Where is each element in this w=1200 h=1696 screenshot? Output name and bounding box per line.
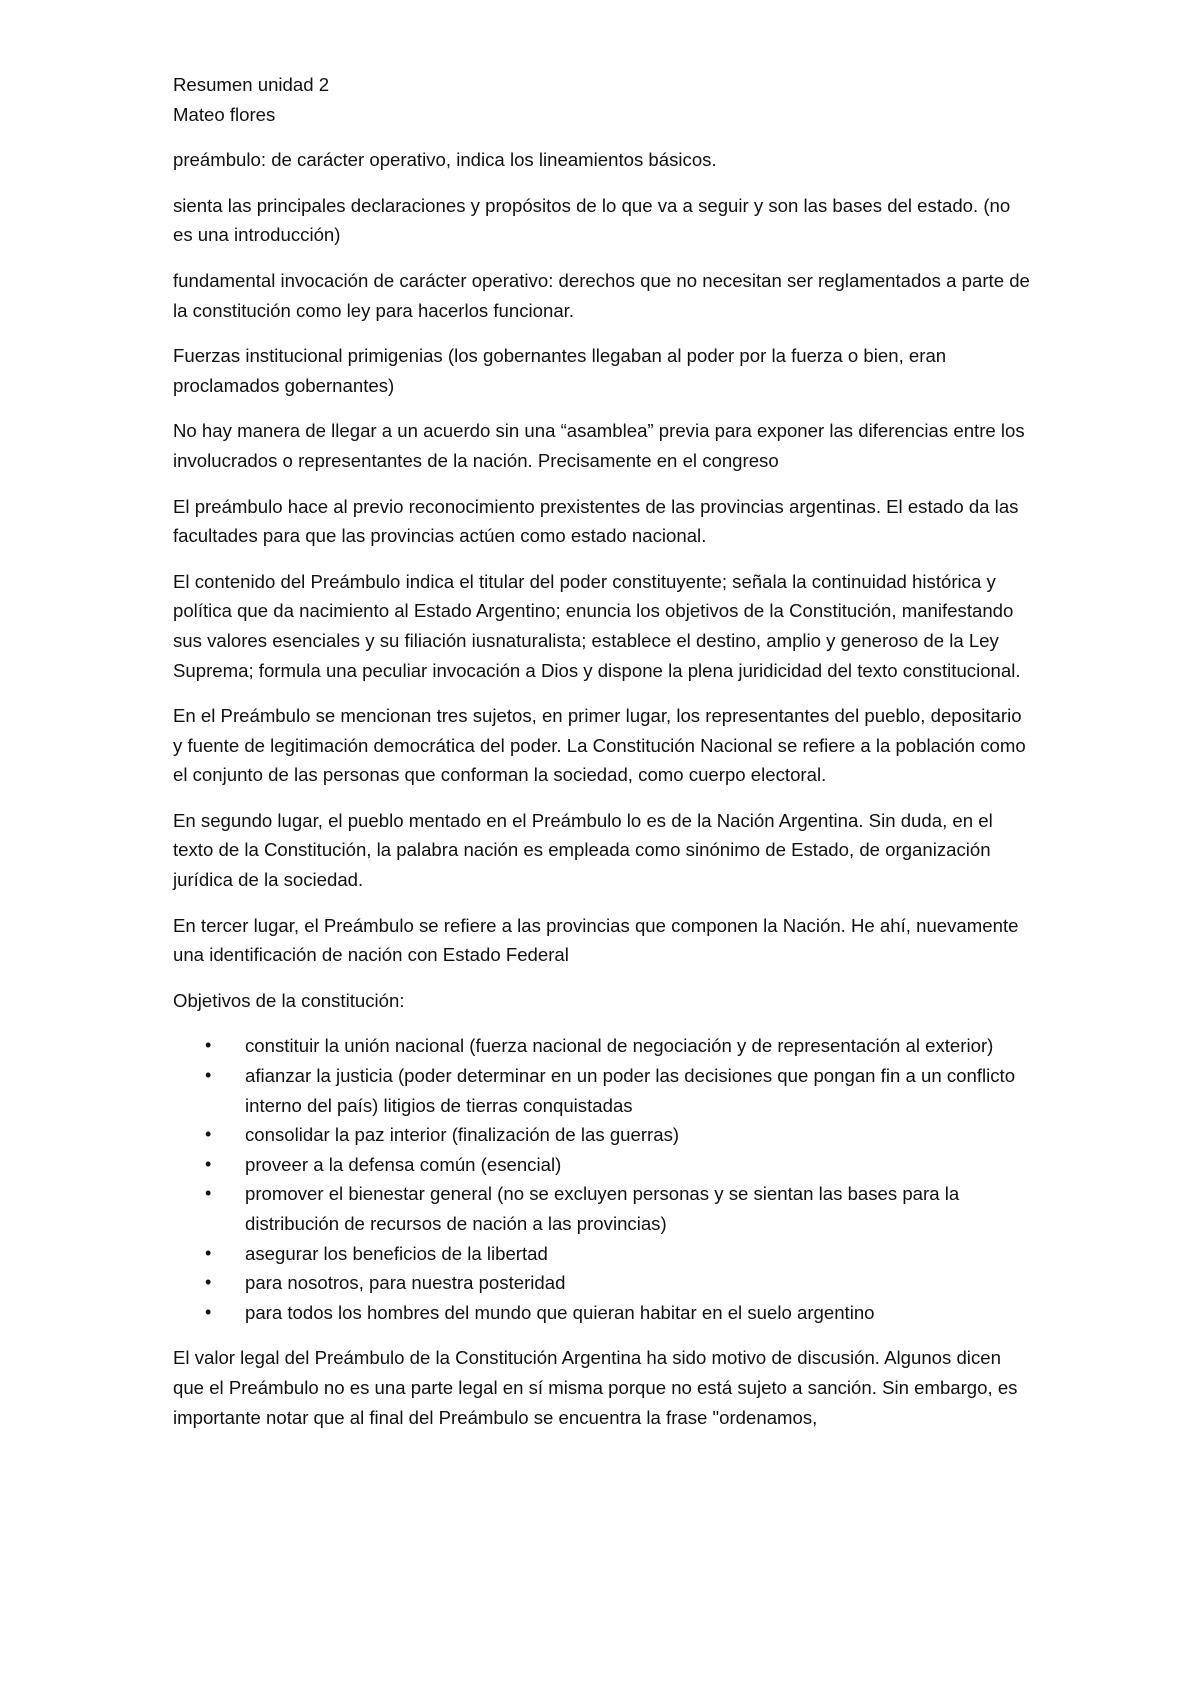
paragraph-segundo-sujeto: En segundo lugar, el pueblo mentado en el Preámbulo lo es de la Nación Argentina. Sin duda, en el texto de la Constitución, la palabra nación es empleada como sinónimo de Estado, de organización jurídica de la sociedad. xyxy=(173,809,993,891)
list-item-text: constituir la unión nacional (fuerza nacional de negociación y de representación al exterior) xyxy=(245,1035,994,1057)
bullet-icon: • xyxy=(205,1065,212,1086)
list-item-text: consolidar la paz interior (finalización de las guerras) xyxy=(245,1124,680,1146)
list-item-text: afianzar la justicia (poder determinar en un poder las decisiones que pongan fin a un conflicto interno del país) litigios de tierras conquistadas xyxy=(245,1065,1016,1116)
list-item xyxy=(205,1298,1033,1328)
list-item xyxy=(205,1179,1033,1238)
list-item-text: proveer a la defensa común (esencial) xyxy=(245,1153,562,1175)
paragraph-preambulo-definicion: preámbulo: de carácter operativo, indica los lineamientos básicos. xyxy=(173,149,717,171)
bullet-icon: • xyxy=(205,1242,212,1263)
paragraph-provincias: El preámbulo hace al previo reconocimiento prexistentes de las provincias argentinas. El estado da las facultades para que las provincias actúen como estado nacional. xyxy=(173,495,1019,547)
document-title: Resumen unidad 2 xyxy=(173,74,330,95)
list-item-text: para nosotros, para nuestra posteridad xyxy=(245,1272,566,1294)
list-item-text: asegurar los beneficios de la libertad xyxy=(245,1242,548,1264)
document-author: Mateo flores xyxy=(173,103,276,125)
document-page xyxy=(173,70,1033,1448)
list-item-text: para todos los hombres del mundo que quieran habitar en el suelo argentino xyxy=(245,1301,875,1323)
paragraph-asamblea: No hay manera de llegar a un acuerdo sin una “asamblea” previa para exponer las diferencias entre los involucrados o representantes de la nación. Precisamente en el congreso xyxy=(173,420,1025,471)
paragraph-valor-legal: El valor legal del Preámbulo de la Constitución Argentina ha sido motivo de discusión. Algunos dicen que el Preámbulo no es una parte legal en sí misma porque no está sujeto a sanción. Sin embargo, es importante notar que al final del Preámbulo se encuentra la frase "ordenamos, xyxy=(173,1347,1018,1428)
bullet-icon: • xyxy=(205,1183,212,1204)
paragraph-contenido-preambulo: El contenido del Preámbulo indica el titular del poder constituyente; señala la continuidad histórica y política que da nacimiento al Estado Argentino; enuncia los objetivos de la Constitución, manifestando sus valores esenciales y su filiación iusnaturalista; establece el destino, amplio y generoso de la Ley Suprema; formula una peculiar invocación a Dios y dispone la plena juridicidad del texto constitucional. xyxy=(173,570,1021,681)
paragraph-declaraciones: sienta las principales declaraciones y propósitos de lo que va a seguir y son las bases del estado. (no es una introducción) xyxy=(173,194,1011,246)
list-item xyxy=(205,1239,1033,1269)
bullet-icon: • xyxy=(205,1153,212,1174)
document-header xyxy=(173,70,1033,129)
list-item xyxy=(205,1120,1033,1150)
list-item xyxy=(205,1150,1033,1180)
list-item-text: promover el bienestar general (no se excluyen personas y se sientan las bases para la distribución de recursos de nación a las provincias) xyxy=(245,1183,960,1234)
bullet-icon: • xyxy=(205,1301,212,1322)
bullet-icon: • xyxy=(205,1124,212,1145)
bullet-icon: • xyxy=(205,1272,212,1293)
paragraph-primer-sujeto: En el Preámbulo se mencionan tres sujetos, en primer lugar, los representantes del pueblo, depositario y fuente de legitimación democrática del poder. La Constitución Nacional se refiere a la población como el conjunto de las personas que conforman la sociedad, como cuerpo electoral. xyxy=(173,705,1026,786)
bullet-icon: • xyxy=(205,1035,212,1056)
paragraph-fuerzas-institucionales: Fuerzas institucional primigenias (los gobernantes llegaban al poder por la fuerza o bien, eran proclamados gobernantes) xyxy=(173,345,947,396)
paragraph-invocacion: fundamental invocación de carácter operativo: derechos que no necesitan ser reglamentados a parte de la constitución como ley para hacerlos funcionar. xyxy=(173,269,1030,321)
list-item xyxy=(205,1061,1033,1120)
paragraph-tercer-sujeto: En tercer lugar, el Preámbulo se refiere a las provincias que componen la Nación. He ahí, nuevamente una identificación de nación con Estado Federal xyxy=(173,914,1019,966)
objectives-heading: Objetivos de la constitución: xyxy=(173,989,405,1011)
list-item xyxy=(205,1268,1033,1298)
list-item xyxy=(205,1031,1033,1061)
objectives-list xyxy=(173,1031,1033,1327)
